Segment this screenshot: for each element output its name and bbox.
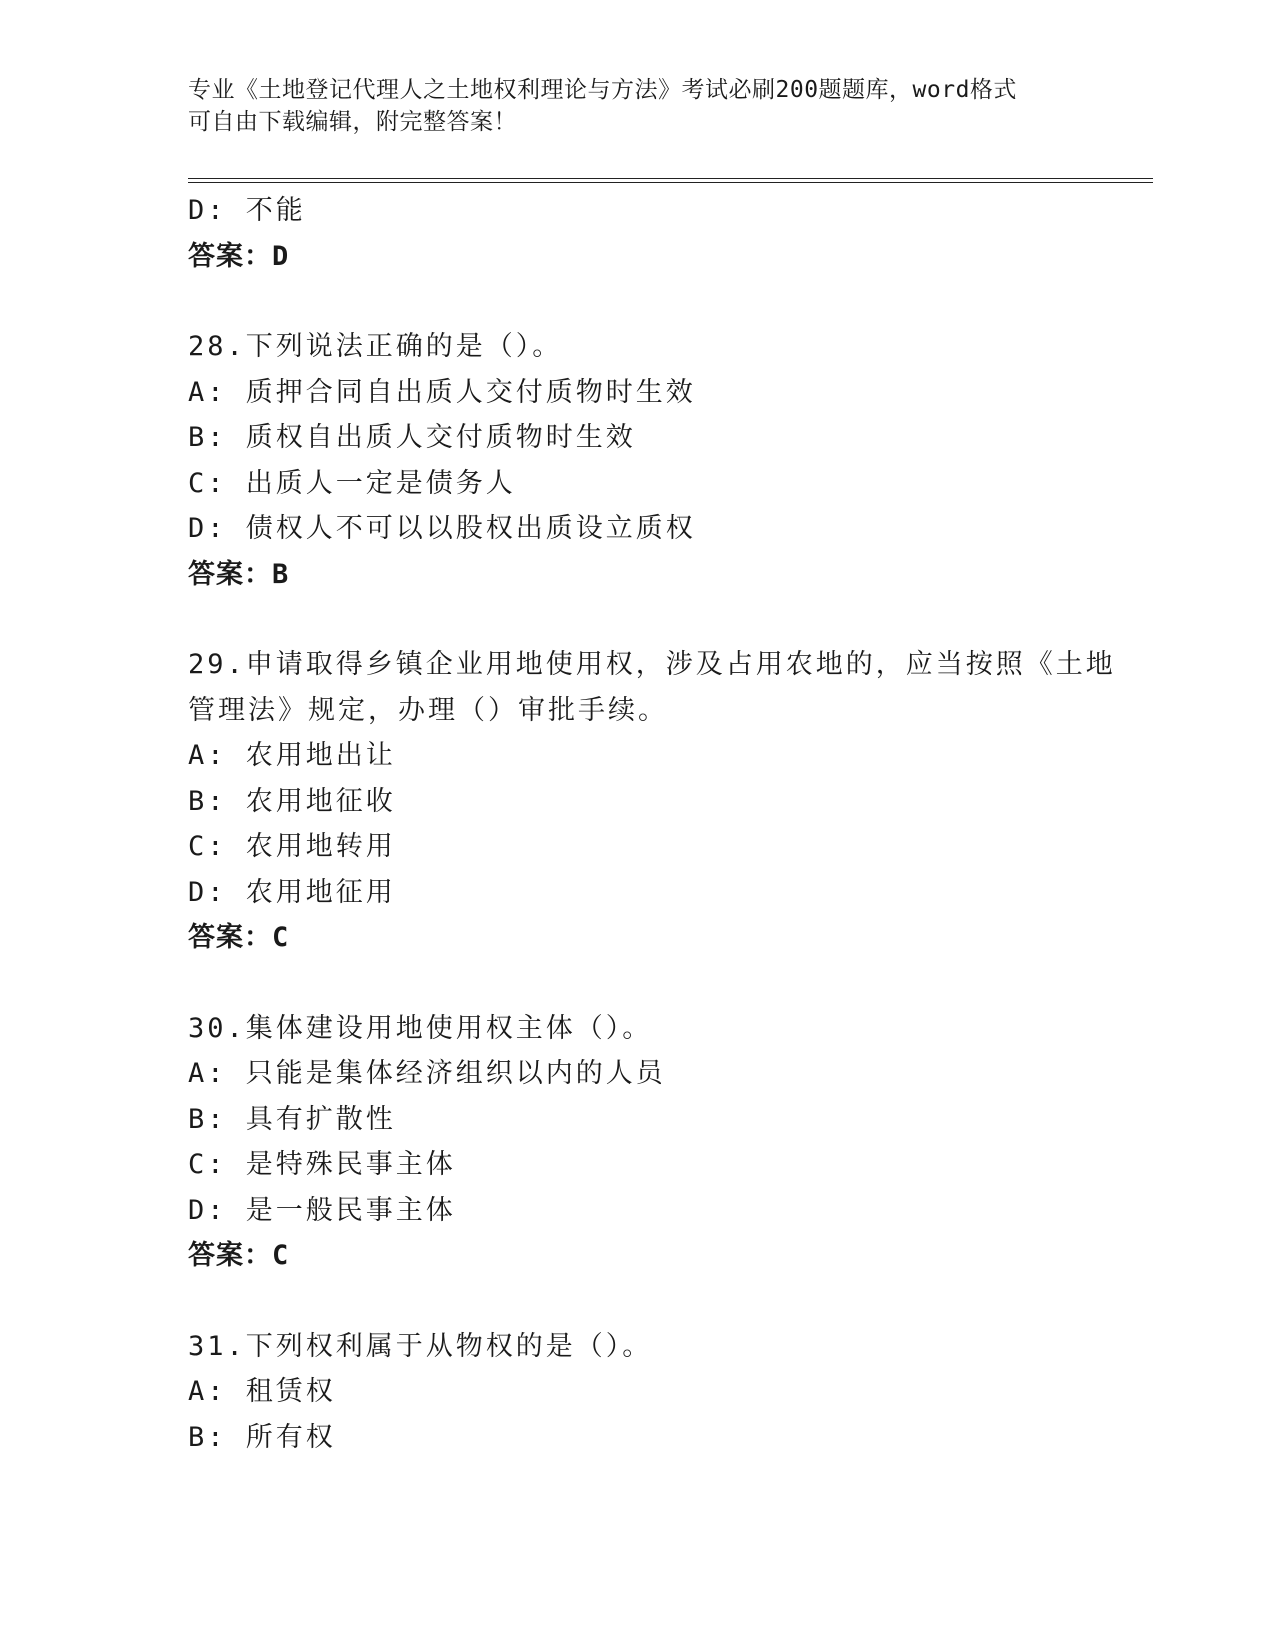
document-header [188,74,1068,138]
question-list [188,188,1153,1460]
question-28 [188,324,1153,597]
spacer [188,597,1153,642]
question-stem: 31.下列权利属于从物权的是（）。 [188,1330,653,1362]
answer-line: 答案：B [188,558,290,590]
option-d: D: 不能 [188,195,306,226]
answer-line: 答案：C [188,1240,290,1271]
option-a: A: 只能是集体经济组织以内的人员 [188,1058,666,1089]
option-c: C: 农用地转用 [188,831,396,862]
question-stem: 30.集体建设用地使用权主体（）。 [188,1012,653,1044]
question-stem: 29.申请取得乡镇企业用地使用权，涉及占用农地的，应当按照《土地 [188,649,1116,680]
spacer [188,1279,1153,1324]
question-30 [188,1006,1153,1279]
question-29 [188,642,1153,961]
question-stem-continued: 管理法》规定，办理（）审批手续。 [188,694,668,726]
answer-line: 答案：C [188,922,290,953]
option-b: B: 质权自出质人交付质物时生效 [188,422,636,453]
option-a: A: 租赁权 [188,1376,336,1407]
header-divider [188,178,1153,183]
option-d: D: 农用地征用 [188,876,396,908]
option-a: A: 农用地出让 [188,740,396,771]
question-31 [188,1324,1153,1461]
option-d: D: 债权人不可以以股权出质设立质权 [188,513,696,544]
option-b: B: 所有权 [188,1421,336,1453]
option-c: C: 出质人一定是债务人 [188,467,516,499]
header-line-1: 专业《土地登记代理人之土地权利理论与方法》考试必刷200题题库，word格式 [188,77,1017,103]
option-a: A: 质押合同自出质人交付质物时生效 [188,376,696,408]
option-b: B: 具有扩散性 [188,1103,396,1135]
option-b: B: 农用地征收 [188,785,396,817]
option-c: C: 是特殊民事主体 [188,1149,456,1180]
question-stem: 28.下列说法正确的是（）。 [188,331,563,362]
answer-line: 答案：D [188,240,290,272]
spacer [188,279,1153,324]
header-line-2: 可自由下载编辑，附完整答案！ [188,109,517,135]
spacer [188,961,1153,1006]
option-d: D: 是一般民事主体 [188,1194,456,1226]
